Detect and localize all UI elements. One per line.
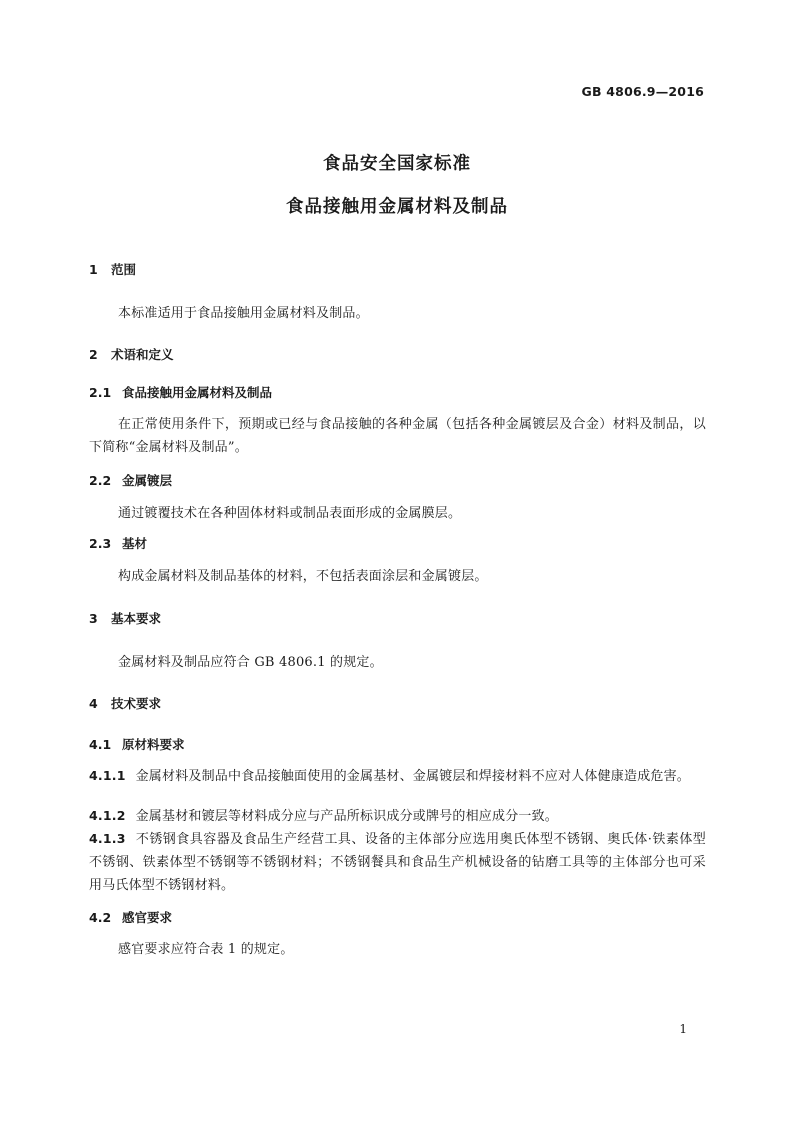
section-2-heading <box>89 345 174 363</box>
section-title: 基材 <box>122 536 148 551</box>
section-1-text: 本标准适用于食品接触用金属材料及制品。 <box>118 306 369 321</box>
section-4-1-heading <box>89 735 185 753</box>
clause-text: 不锈钢食具容器及食品生产经营工具、设备的主体部分应选用奥氏体型不锈钢、奥氏体·铁素体型不锈钢、铁素体型不锈钢等不锈钢材料；不锈钢餐具和食品生产机械设备的钻磨工具等的主体部分也可采用马氏体型不锈钢材料。 <box>89 832 706 893</box>
section-number: 2 <box>89 347 98 362</box>
clause-4-1-1 <box>89 764 706 788</box>
page-number: 1 <box>679 1022 687 1036</box>
section-title: 技术要求 <box>111 696 162 711</box>
clause-number: 4.1.1 <box>89 768 126 783</box>
section-2-3-text: 构成金属材料及制品基体的材料，不包括表面涂层和金属镀层。 <box>118 569 488 584</box>
clause-4-1-3 <box>89 827 706 897</box>
section-number: 2.1 <box>89 385 112 400</box>
clause-4-1-2 <box>89 804 706 828</box>
document-title-line1: 食品安全国家标准 <box>323 154 471 174</box>
section-title: 范围 <box>111 262 137 277</box>
section-number: 2.3 <box>89 536 112 551</box>
section-number: 4 <box>89 696 98 711</box>
section-4-heading <box>89 694 161 712</box>
section-4-2-heading <box>89 908 172 926</box>
section-number: 1 <box>89 262 98 277</box>
standard-number: GB 4806.9—2016 <box>581 84 704 99</box>
section-2-1-heading <box>89 383 272 401</box>
section-number: 4.2 <box>89 910 112 925</box>
section-number: 2.2 <box>89 473 112 488</box>
section-2-2-text: 通过镀覆技术在各种固体材料或制品表面形成的金属膜层。 <box>118 506 462 521</box>
section-3-text: 金属材料及制品应符合 GB 4806.1 的规定。 <box>118 655 383 670</box>
clause-text: 金属材料及制品中食品接触面使用的金属基材、金属镀层和焊接材料不应对人体健康造成危害。 <box>135 769 690 784</box>
section-2-3-heading <box>89 534 147 552</box>
section-number: 3 <box>89 611 98 626</box>
section-title: 基本要求 <box>111 611 162 626</box>
section-2-1-text: 在正常使用条件下，预期或已经与食品接触的各种金属（包括各种金属镀层及合金）材料及制品，以下简称“金属材料及制品”。 <box>89 417 706 455</box>
section-number: 4.1 <box>89 737 112 752</box>
section-3-heading <box>89 609 161 627</box>
section-title: 原材料要求 <box>122 737 185 752</box>
section-2-2-heading <box>89 471 172 489</box>
clause-number: 4.1.2 <box>89 808 126 823</box>
section-title: 食品接触用金属材料及制品 <box>122 385 273 400</box>
clause-text: 金属基材和镀层等材料成分应与产品所标识成分或牌号的相应成分一致。 <box>135 809 558 824</box>
document-title-line2: 食品接触用金属材料及制品 <box>286 197 508 217</box>
clause-number: 4.1.3 <box>89 831 126 846</box>
section-title: 术语和定义 <box>111 347 174 362</box>
section-title: 感官要求 <box>122 910 173 925</box>
section-1-heading <box>89 260 136 278</box>
section-title: 金属镀层 <box>122 473 173 488</box>
section-4-2-text: 感官要求应符合表 1 的规定。 <box>118 942 294 957</box>
